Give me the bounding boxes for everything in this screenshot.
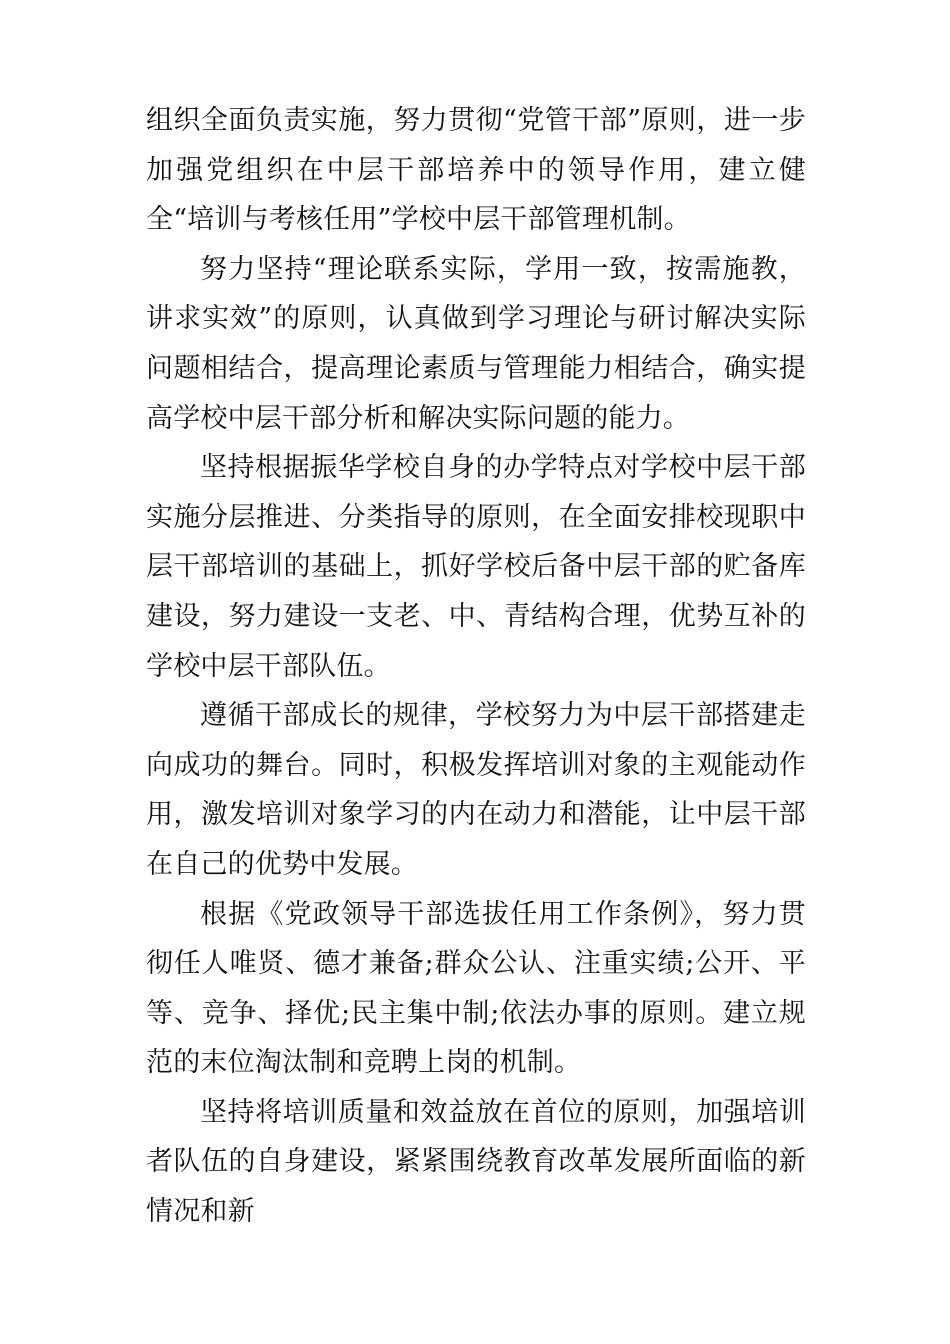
paragraph-1-continuation: 组织全面负责实施，努力贯彻“党管干部”原则，进一步加强党组织在中层干部培养中的领导作用，建立健全“培训与考核任用”学校中层干部管理机制。 [146,105,806,236]
paragraph-2: 努力坚持“理论联系实际，学用一致，按需施教，讲求实效”的原则，认真做到学习理论与研讨解决实际问题相结合，提高理论素质与管理能力相结合，确实提高学校中层干部分析和解决实际问题的能力。 [146,253,806,434]
paragraph-4: 遵循干部成长的规律，学校努力为中层干部搭建走向成功的舞台。同时，积极发挥培训对象的主观能动作用，激发培训对象学习的内在动力和潜能，让中层干部在自己的优势中发展。 [146,700,806,880]
paragraph-3: 坚持根据振华学校自身的办学特点对学校中层干部实施分层推进、分类指导的原则，在全面安排校现职中层干部培训的基础上，抓好学校后备中层干部的贮备库建设，努力建设一支老、中、青结构合理，优势互补的学校中层干部队伍。 [146,452,806,682]
paragraph-5: 根据《党政领导干部选拔任用工作条例》，努力贯彻任人唯贤、德才兼备;群众公认、注重实绩;公开、平等、竞争、择优;民主集中制;依法办事的原则。建立规范的末位淘汰制和竞聘上岗的机制。 [146,898,806,1079]
paragraph-6: 坚持将培训质量和效益放在首位的原则，加强培训者队伍的自身建设，紧紧围绕教育改革发展所面临的新情况和新 [146,1096,806,1228]
document-body [146,96,806,1237]
